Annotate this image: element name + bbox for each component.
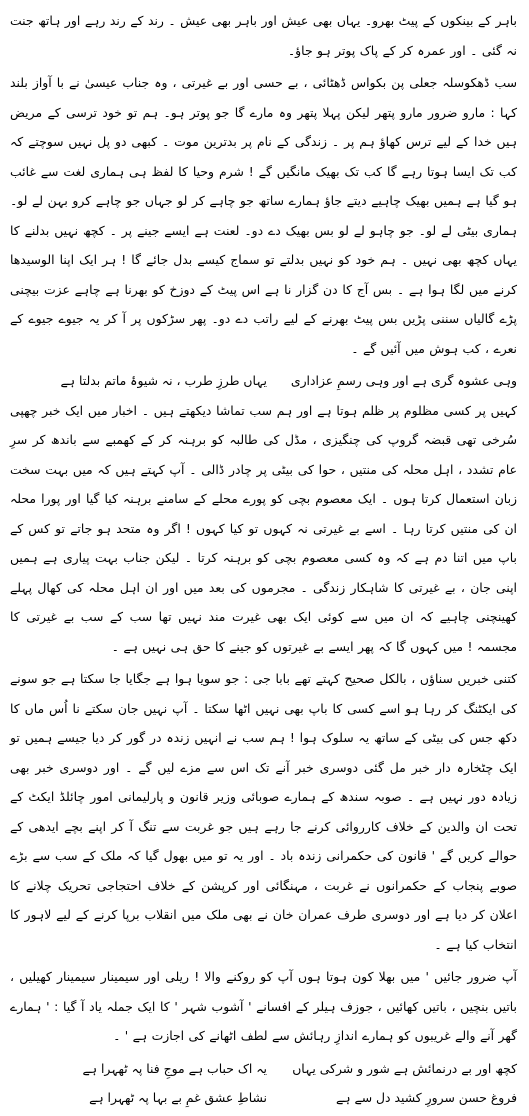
couplet-2-line-1 — [10, 1054, 517, 1084]
paragraph-1: باہر کے بینکوں کے پیٹ بھرو۔ یہاں بھی عیش اور باہر بھی عیش ۔ رند کے رند رہے اور ہاتھ جنت نہ گئی ۔ اور عمرہ کر کے پاک پوتر ہو جاؤ۔ — [10, 13, 517, 58]
couplet-1 — [10, 366, 517, 396]
couplet-2-line-1-second-half: یہ اک حباب ہے موجِ فنا پہ ٹھہرا ہے — [82, 1060, 267, 1076]
paragraph-3: کہیں پر کسی مظلوم پر ظلم ہوتا ہے اور ہم سب تماشا دیکھتے ہیں ۔ اخبار میں ایک خبر چھپی سُرخی تھی قبضہ گروپ کی چنگیزی ، مڈل کی طالبہ کو برہنہ کر کے کھمبے سے باندھ کر سرِ عام تشدد ، اہل محلہ کی منتیں ، حوا کی بیٹی پر چادر ڈالی ۔ آپ کہتے ہیں کہ میں بہت سخت زبان استعمال کرتا ہوں ۔ ایک معصوم بچی کو پورے محلے کے سامنے برہنہ کیا گیا اور پورا محلہ ان کی منتیں کرتا رہا ۔ اسے بے غیرتی نہ کہوں تو کیا کہوں ! اگر وہ متحد ہو جاتے تو کس کے باپ میں اتنا دم ہے کہ وہ کسی معصوم بچی کو برہنہ کرتا ۔ لیکن جناب بہت پیاری ہے ہمیں اپنی جان ، بے غیرتی کا شاہکار زندگی ۔ مجرموں کی بعد میں اور ان اہل محلہ کی کھال پہلے کھینچنی چاہیے کہ ان میں سے کوئی ایک بھی غیرت مند نہیں تھا سب کے سب بے غیرتی کا مجسمہ ! میں کہوں گا کہ پھر ایسے بے غیرتوں کو جینے کا حق ہی نہیں ہے ۔ — [10, 402, 517, 654]
couplet-2-line-2 — [10, 1083, 517, 1113]
couplet-2-line-2-second-half: نشاطِ عشق غمِ بے بہا پہ ٹھہرا ہے — [89, 1090, 267, 1105]
paragraph-4: کتنی خبریں سناؤں ، بالکل صحیح کہتے تھے بابا جی : جو سویا ہوا ہے جگایا جا سکتا ہے جو سونے کی ایکٹنگ کر رہا ہو اسے کسی کا باپ بھی نہیں اٹھا سکتا ۔ آپ نہیں جان سکتے نا اُس ماں کا دکھ جس کی بیٹی کے ساتھ یہ سلوک ہوا ! ہم سب نے انہیں زندہ در گور کر دیا جیسے ہمیں تو ایک چٹخارہ دار خبر مل گئی دوسری خبر آنے تک اس سے مزے لیں گے ۔ اور دوسری خبر بھی زیادہ دور نہیں ہے ۔ صوبہ سندھ کے ہمارے صوبائی وزیر قانون و پارلیمانی امور چائلڈ ایکٹ کے تحت ان والدین کے خلاف کارروائی کرنے جا رہے ہیں جو غربت سے تنگ آ کر اپنے بچے ایدھی کے حوالے کریں گے ' قانون کی حکمرانی زندہ باد ۔ اور یہ تو میں بھول گیا کہ ملک کے سب سے بڑے صوبے پنجاب کے حکمرانوں نے غربت ، مہنگائی اور کرپشن کے خلاف احتجاجی تحریک چلانے کا اعلان کر دیا ہے اور دوسری طرف عمران خان نے بھی ملک میں انقلاب برپا کرنے کے لیے لاہور کا انتخاب کیا ہے ۔ — [10, 671, 517, 952]
couplet-2-line-2-first-half: فروغ حسن سرورِ کشید دل سے ہے — [336, 1090, 517, 1105]
couplet-1-first-line: وہی عشوہ گری ہے اور وہی رسمِ عزاداری — [290, 373, 517, 388]
couplet-2-line-1-first-half: کچھ اور بے درنمائش ہے شور و شرکی یہاں — [292, 1060, 517, 1076]
paragraph-2: سب ڈھکوسلہ جعلی پن بکواس ڈھٹائی ، بے حسی اور بے غیرتی ، وہ جناب عیسیٰ نے با آواز بلند کہا : مارو ضرور مارو پتھر لیکن پہلا پتھر وہ مارے گا جو پوتر ہو۔ ہم تو خود ترسی کے مریض ہیں خدا کے لیے ترس کھاؤ ہم پر ۔ زندگی کے نام پر بدترین موت ۔ کبھی دو پل نہیں سوچتے کہ کب تک ایسا ہوتا رہے گا کب تک بھیک مانگیں گے ! شرم وحیا کا لفظ ہی ہماری لغت سے غائب ہو گیا ہے ہمیں بھیک چاہیے دیتے جاؤ ہمارے ساتھ جو چاہے کر لو جہاں جو چاہے کرو بہن لے لو۔ ہماری بیٹی لے لو۔ جو چاہو لے لو بس بھیک دے دو۔ لعنت ہے ایسے جینے پر ۔ کچھ نہیں بدلنے کا یہاں کچھ بھی نہیں ۔ ہم خود کو نہیں بدلتے تو سماج کیسے بدل جائے گا ! ہر ایک اپنا الوسیدھا کرنے میں لگا ہوا ہے ۔ بس آج کا دن گزار نا ہے اس پیٹ کے دوزخ کو بھرنا ہے چاہے عزت بیچنی پڑے گالیاں سننی پڑیں بس پیٹ بھرنے کے لیے راتب دے دو۔ پھر سڑکوں پر آ کر یہ جیوے جیوے کے نعرے ، کب ہوش میں آئیں گے ۔ — [10, 75, 517, 356]
paragraph-5: آپ ضرور جائیں ' میں بھلا کون ہوتا ہوں آپ کو روکنے والا ! ریلی اور سیمینار سیمینار کھیلیں ، باتیں بنچیں ، باتیں کھائیں ، جوزف ہیلر کے افسانے ' آشوب شہر ' کا ایک جملہ یاد آ گیا : ' ہمارے گھر آنے والے غریبوں کو ہمارے اندازِ رہائش سے لطف اٹھانے کی اجازت ہے ' ۔ — [10, 969, 517, 1043]
couplet-1-second-line: یہاں طرزِ طرب ، نہ شیوۂ ماتم بدلتا ہے — [60, 373, 267, 388]
